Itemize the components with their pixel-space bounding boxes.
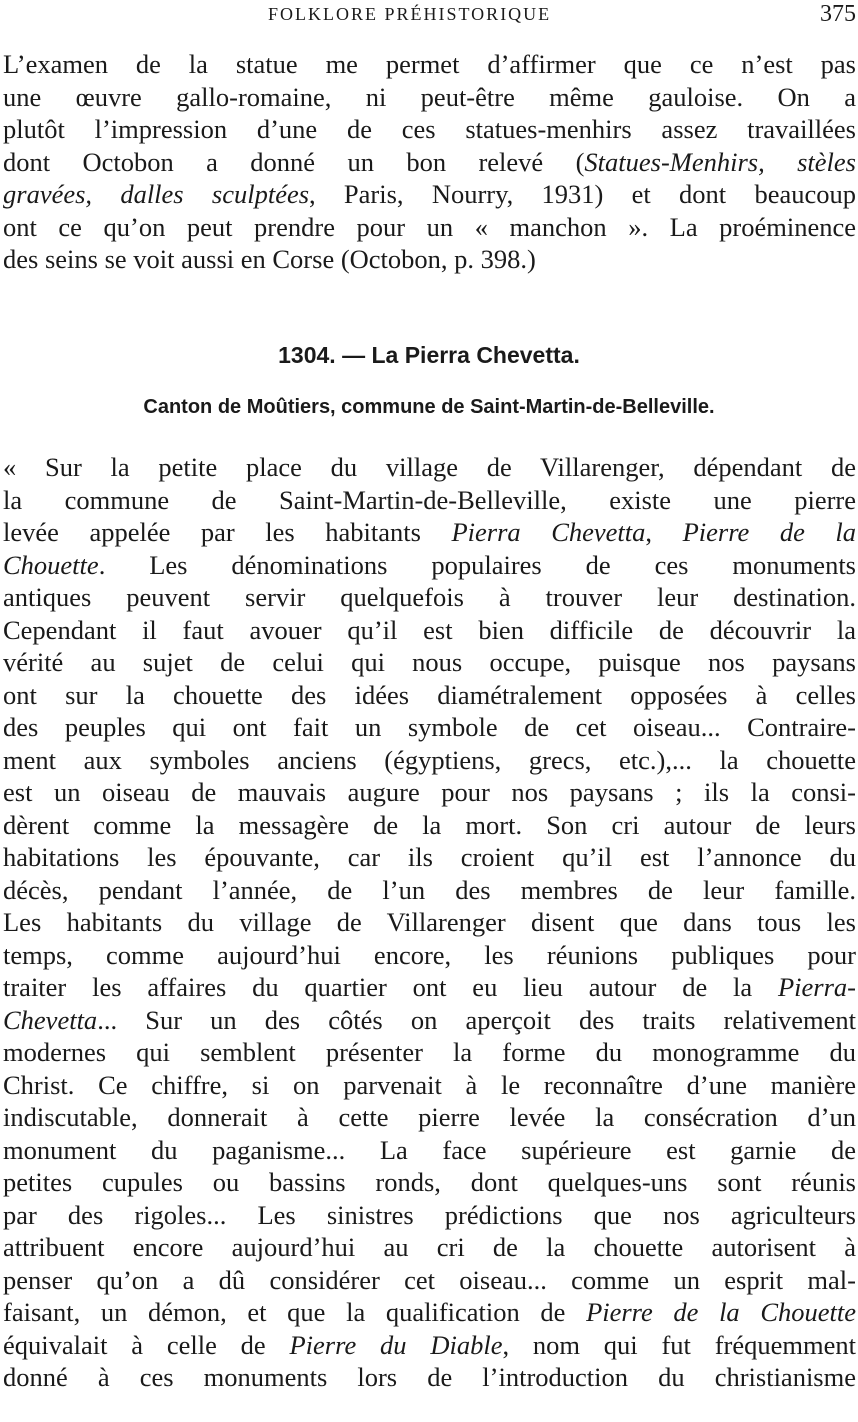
italic-name: Pierre de la <box>682 517 857 547</box>
text-line: habitations les épouvante, car ils croient qu’il est l’annonce du <box>3 842 856 872</box>
text-line: Christ. Ce chiffre, si on parvenait à le reconnaître d’une manière <box>3 1069 856 1100</box>
text-segment: levée appelée par les habitants <box>3 517 452 547</box>
text-line <box>3 1296 856 1329</box>
section-heading: 1304. — La Pierra Chevetta. <box>278 342 580 368</box>
italic-name: Pierre du Diable <box>289 1329 503 1360</box>
paragraph-statue-examination <box>3 48 856 276</box>
italic-name: Pierre de la Chouette <box>586 1297 856 1327</box>
text-segment: dont Octobon a donné un bon relevé ( <box>3 146 585 177</box>
italic-name: Chouette <box>3 549 99 580</box>
page-number: 375 <box>820 1 856 27</box>
italic-name: Pierra- <box>777 972 856 1002</box>
text-line: « Sur la petite place du village de Villarenger, dépendant de <box>3 452 856 482</box>
text-line: ment aux symboles anciens (égyptiens, grecs, etc.),... la chouette <box>3 744 856 775</box>
text-line: Cependant il faut avouer qu’il est bien difficile de découvrir la <box>3 614 856 645</box>
text-line <box>3 516 856 549</box>
text-line: donné à ces monuments lors de l’introduction du christianisme <box>3 1362 856 1392</box>
text-line <box>3 1004 856 1037</box>
text-line: antiques peuvent servir quelquefois à trouver leur destination. <box>3 582 856 612</box>
text-line: dèrent comme la messagère de la mort. Son cri autour de leurs <box>3 809 856 840</box>
text-segment: ... Sur un des côtés on aperçoit des traits relativement <box>97 1004 856 1035</box>
text-line: est un oiseau de mauvais augure pour nos paysans ; ils la consi- <box>3 777 856 807</box>
text-line: L’examen de la statue me permet d’affirmer que ce n’est pas <box>3 49 856 79</box>
text-line <box>3 178 856 211</box>
paragraph-pierra-chevetta <box>3 451 856 1394</box>
text-line: la commune de Saint-Martin-de-Belleville, existe une pierre <box>3 484 856 515</box>
book-title: Statues-Menhirs, stèles <box>584 146 856 177</box>
text-segment: équivalait à celle de <box>3 1329 290 1360</box>
text-segment: faisant, un démon, et que la qualification de <box>3 1297 587 1327</box>
running-head: FOLKLORE PRÉHISTORIQUE <box>268 4 552 24</box>
text-line: monument du paganisme... La face supérieure est garnie de <box>3 1134 856 1165</box>
text-line <box>3 971 856 1004</box>
text-segment: , nom qui fut fréquemment <box>502 1329 856 1360</box>
text-line: des seins se voit aussi en Corse (Octobon, p. 398.) <box>3 244 536 274</box>
italic-name: Chevetta <box>3 1004 98 1035</box>
text-line: une œuvre gallo-romaine, ni peut-être même gauloise. On a <box>3 81 856 112</box>
text-segment: , Paris, Nourry, 1931) et dont beaucoup <box>309 179 856 209</box>
section-subheading: Canton de Moûtiers, commune de Saint-Martin-de-Belleville. <box>143 396 715 418</box>
text-line: des peuples qui ont fait un symbole de cet oiseau... Contraire- <box>3 712 856 742</box>
text-line <box>3 549 856 582</box>
text-line <box>3 146 856 179</box>
italic-name: Pierra Chevetta <box>451 517 646 547</box>
text-line: penser qu’on a dû considérer cet oiseau... comme un esprit mal- <box>3 1264 856 1295</box>
text-segment: , <box>645 517 683 547</box>
page-header <box>0 0 858 30</box>
text-line: modernes qui semblent présenter la forme du monogramme du <box>3 1037 856 1067</box>
text-line: indiscutable, donnerait à cette pierre levée la consécration d’un <box>3 1102 856 1132</box>
text-line: décès, pendant l’année, de l’un des membres de leur famille. <box>3 874 856 905</box>
text-line: ont sur la chouette des idées diamétralement opposées à celles <box>3 679 856 710</box>
text-segment: . Les dénominations populaires de ces monuments <box>98 549 856 580</box>
text-line: attribuent encore aujourd’hui au cri de la chouette autorisent à <box>3 1232 856 1262</box>
text-line: petites cupules ou bassins ronds, dont quelques-uns sont réunis <box>3 1167 856 1197</box>
text-line: plutôt l’impression d’une de ces statues-menhirs assez travaillées <box>3 114 856 144</box>
text-segment: traiter les affaires du quartier ont eu lieu autour de la <box>3 972 778 1002</box>
text-line: Les habitants du village de Villarenger disent que dans tous les <box>3 907 856 937</box>
text-line: vérité au sujet de celui qui nous occupe, puisque nos paysans <box>3 647 856 677</box>
book-title: gravées, dalles sculptées <box>3 179 310 209</box>
text-line: ont ce qu’on peut prendre pour un « manchon ». La proéminence <box>3 211 856 242</box>
text-line <box>3 1329 856 1362</box>
text-line: temps, comme aujourd’hui encore, les réunions publiques pour <box>3 939 856 970</box>
text-line: par des rigoles... Les sinistres prédictions que nos agriculteurs <box>3 1199 856 1230</box>
